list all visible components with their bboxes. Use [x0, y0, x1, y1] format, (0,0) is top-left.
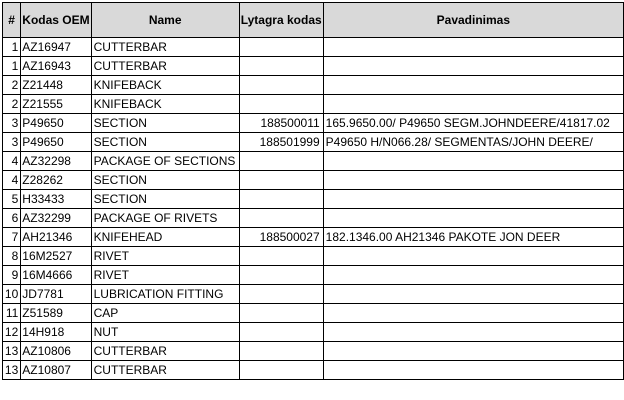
- header-name[interactable]: Name: [91, 3, 239, 38]
- cell-oem-code[interactable]: 16M2527: [21, 247, 91, 266]
- cell-pavadinimas[interactable]: [323, 285, 623, 304]
- cell-pavadinimas[interactable]: [323, 323, 623, 342]
- cell-pavadinimas[interactable]: [323, 190, 623, 209]
- cell-oem-code[interactable]: JD7781: [21, 285, 91, 304]
- table-row: [3, 266, 624, 285]
- cell-number[interactable]: 4: [3, 152, 21, 171]
- table-row: [3, 38, 624, 57]
- table-row: [3, 152, 624, 171]
- table-row: [3, 76, 624, 95]
- cell-oem-code[interactable]: P49650: [21, 133, 91, 152]
- cell-pavadinimas[interactable]: [323, 171, 623, 190]
- cell-name[interactable]: RIVET: [91, 266, 239, 285]
- cell-name[interactable]: SECTION: [91, 190, 239, 209]
- table-row: [3, 190, 624, 209]
- cell-name[interactable]: LUBRICATION FITTING: [91, 285, 239, 304]
- cell-lytagra-code[interactable]: 188501999: [239, 133, 323, 152]
- cell-pavadinimas[interactable]: [323, 38, 623, 57]
- cell-lytagra-code[interactable]: 188500027: [239, 228, 323, 247]
- cell-oem-code[interactable]: Z51589: [21, 304, 91, 323]
- cell-lytagra-code[interactable]: [239, 285, 323, 304]
- cell-pavadinimas[interactable]: [323, 304, 623, 323]
- cell-pavadinimas[interactable]: [323, 57, 623, 76]
- table-row: [3, 57, 624, 76]
- cell-oem-code[interactable]: Z21555: [21, 95, 91, 114]
- cell-number[interactable]: 7: [3, 228, 21, 247]
- cell-oem-code[interactable]: 14H918: [21, 323, 91, 342]
- cell-oem-code[interactable]: AZ10807: [21, 361, 91, 380]
- cell-name[interactable]: SECTION: [91, 171, 239, 190]
- cell-number[interactable]: 2: [3, 95, 21, 114]
- cell-pavadinimas[interactable]: [323, 95, 623, 114]
- cell-pavadinimas[interactable]: [323, 361, 623, 380]
- cell-pavadinimas[interactable]: P49650 H/N066.28/ SEGMENTAS/JOHN DEERE/: [323, 133, 623, 152]
- table-row: [3, 247, 624, 266]
- table-row: [3, 171, 624, 190]
- cell-oem-code[interactable]: AZ32298: [21, 152, 91, 171]
- cell-oem-code[interactable]: 16M4666: [21, 266, 91, 285]
- table-row: [3, 304, 624, 323]
- cell-pavadinimas[interactable]: [323, 247, 623, 266]
- cell-oem-code[interactable]: Z21448: [21, 76, 91, 95]
- cell-name[interactable]: CUTTERBAR: [91, 361, 239, 380]
- cell-name[interactable]: KNIFEBACK: [91, 95, 239, 114]
- cell-lytagra-code[interactable]: [239, 209, 323, 228]
- table-row: [3, 133, 624, 152]
- table-row: [3, 285, 624, 304]
- cell-name[interactable]: KNIFEBACK: [91, 76, 239, 95]
- header-oem-code[interactable]: Kodas OEM: [21, 3, 91, 38]
- cell-pavadinimas[interactable]: 182.1346.00 AH21346 PAKOTE JON DEER: [323, 228, 623, 247]
- table-row: [3, 114, 624, 133]
- cell-oem-code[interactable]: AZ10806: [21, 342, 91, 361]
- cell-number[interactable]: 13: [3, 361, 21, 380]
- table-header: [3, 3, 624, 38]
- table-row: [3, 342, 624, 361]
- cell-lytagra-code[interactable]: [239, 266, 323, 285]
- cell-lytagra-code[interactable]: [239, 247, 323, 266]
- cell-number[interactable]: 11: [3, 304, 21, 323]
- cell-pavadinimas[interactable]: [323, 266, 623, 285]
- cell-name[interactable]: CAP: [91, 304, 239, 323]
- cell-pavadinimas[interactable]: [323, 342, 623, 361]
- table-row: [3, 323, 624, 342]
- cell-lytagra-code[interactable]: [239, 190, 323, 209]
- cell-lytagra-code[interactable]: [239, 95, 323, 114]
- cell-lytagra-code[interactable]: [239, 361, 323, 380]
- cell-name[interactable]: NUT: [91, 323, 239, 342]
- cell-oem-code[interactable]: AZ16947: [21, 38, 91, 57]
- table-row: [3, 209, 624, 228]
- cell-pavadinimas[interactable]: [323, 209, 623, 228]
- cell-name[interactable]: CUTTERBAR: [91, 57, 239, 76]
- cell-number[interactable]: 10: [3, 285, 21, 304]
- cell-name[interactable]: PACKAGE OF SECTIONS: [91, 152, 239, 171]
- cell-lytagra-code[interactable]: [239, 76, 323, 95]
- cell-pavadinimas[interactable]: [323, 76, 623, 95]
- cell-number[interactable]: 5: [3, 190, 21, 209]
- cell-pavadinimas[interactable]: 165.9650.00/ P49650 SEGM.JOHNDEERE/41817.02: [323, 114, 623, 133]
- cell-oem-code[interactable]: P49650: [21, 114, 91, 133]
- cell-lytagra-code[interactable]: [239, 171, 323, 190]
- cell-number[interactable]: 3: [3, 133, 21, 152]
- cell-name[interactable]: CUTTERBAR: [91, 342, 239, 361]
- cell-name[interactable]: RIVET: [91, 247, 239, 266]
- table-body: [3, 38, 624, 380]
- cell-number[interactable]: 2: [3, 76, 21, 95]
- header-row: [3, 3, 624, 38]
- cell-pavadinimas[interactable]: [323, 152, 623, 171]
- cell-oem-code[interactable]: Z28262: [21, 171, 91, 190]
- cell-lytagra-code[interactable]: [239, 38, 323, 57]
- cell-number[interactable]: 1: [3, 38, 21, 57]
- cell-number[interactable]: 4: [3, 171, 21, 190]
- cell-lytagra-code[interactable]: [239, 342, 323, 361]
- cell-name[interactable]: CUTTERBAR: [91, 38, 239, 57]
- cell-name[interactable]: SECTION: [91, 114, 239, 133]
- table-row: [3, 95, 624, 114]
- cell-lytagra-code[interactable]: 188500011: [239, 114, 323, 133]
- cell-lytagra-code[interactable]: [239, 323, 323, 342]
- header-pavadinimas[interactable]: Pavadinimas: [323, 3, 623, 38]
- cell-name[interactable]: PACKAGE OF RIVETS: [91, 209, 239, 228]
- cell-oem-code[interactable]: H33433: [21, 190, 91, 209]
- cell-lytagra-code[interactable]: [239, 152, 323, 171]
- cell-lytagra-code[interactable]: [239, 304, 323, 323]
- cell-number[interactable]: 9: [3, 266, 21, 285]
- cell-number[interactable]: 3: [3, 114, 21, 133]
- cell-name[interactable]: SECTION: [91, 133, 239, 152]
- table-row: [3, 361, 624, 380]
- cell-number[interactable]: 12: [3, 323, 21, 342]
- parts-table: [2, 2, 624, 380]
- cell-number[interactable]: 8: [3, 247, 21, 266]
- cell-oem-code[interactable]: AH21346: [21, 228, 91, 247]
- cell-number[interactable]: 1: [3, 57, 21, 76]
- header-number[interactable]: #: [3, 3, 21, 38]
- table-row: [3, 228, 624, 247]
- cell-number[interactable]: 13: [3, 342, 21, 361]
- cell-lytagra-code[interactable]: [239, 57, 323, 76]
- cell-oem-code[interactable]: AZ16943: [21, 57, 91, 76]
- header-lytagra-code[interactable]: Lytagra kodas: [239, 3, 323, 38]
- cell-oem-code[interactable]: AZ32299: [21, 209, 91, 228]
- cell-name[interactable]: KNIFEHEAD: [91, 228, 239, 247]
- cell-number[interactable]: 6: [3, 209, 21, 228]
